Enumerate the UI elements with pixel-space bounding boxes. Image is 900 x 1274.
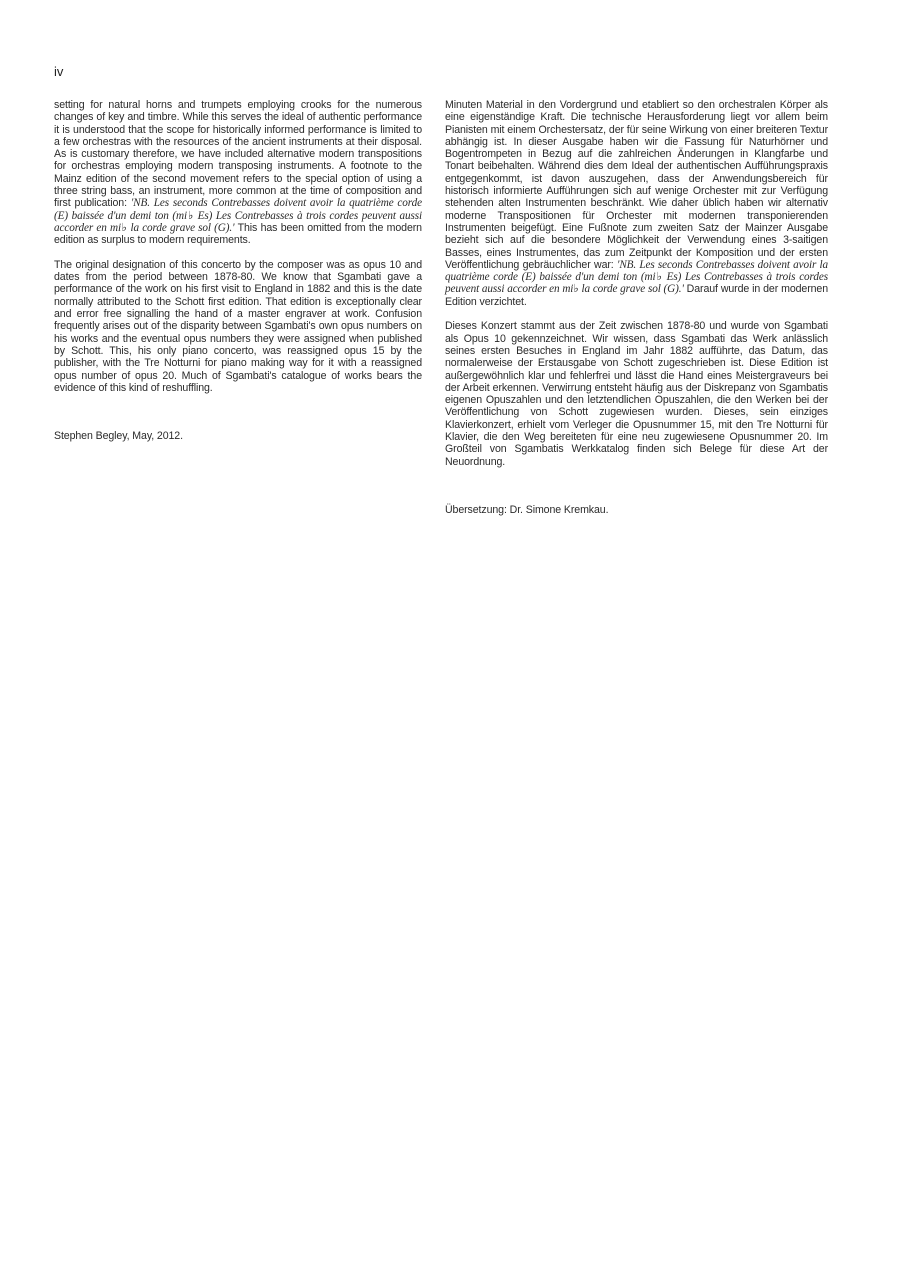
english-column	[54, 99, 422, 455]
english-p1-text: setting for natural horns and trumpets employing crooks for the numerous changes of key and timbre. While this serves the ideal of authentic performance it is understood that the scope for historically informed performance is limited to a few orchestras with the resources of the ancient instruments at their disposal. As is customary therefore, we have included alternative modern transpositions for orchestras employing modern transposing instruments. A footnote to the Mainz edition of the second movement refers to the special option of using a three string bass, an instrument, more common at the time of composition and first publication:	[54, 99, 422, 210]
translator-credit: Übersetzung: Dr. Simone Kremkau.	[445, 503, 609, 516]
english-paragraph-1	[54, 99, 422, 247]
english-p1-quote: 'NB. Les seconds Contrebasses doivent avoir la quatrième corde (E) baissée d'un demi ton (mi♭ Es) Les Contrebasses à trois cordes peuvent aussi accorder en mi♭ la corde grave sol (G).'	[54, 197, 422, 234]
english-paragraph-2: The original designation of this concerto by the composer was as opus 10 and dates from the period between 1878-80. We know that Sgambati gave a performance of the work on his first visit to England in 1882 and this is the date normally attributed to the Schott first edition. That edition is exceptionally clear and error free signalling the hand of a master engraver at work. Confusion frequently arises out of the disparity between Sgambati's own opus numbers on his works and the eventual opus numbers they were assigned when published by Schott. This, his only piano concerto, was reassigned opus 15 by the publisher, with the Tre Notturni for piano making way for it with a reassigned opus number of opus 20. Much of Sgambati's catalogue of works bears the evidence of this kind of reshuffling.	[54, 258, 422, 394]
english-p1-text-after: This has been omitted from the modern edition as surplus to modern requirements.	[54, 221, 422, 247]
german-paragraph-2: Dieses Konzert stammt aus der Zeit zwischen 1878-80 und wurde von Sgambati als Opus 10 gekennzeichnet. Wir wissen, dass Sgambati das Werk anlässlich seines ersten Besuches in England im Jahr 1882 aufführte, das Datum, das normalerweise der Erstausgabe von Schott zugeschrieben ist. Diese Edition ist außergewöhnlich klar und fehlerfrei und lässt die Hand eines Meistergraveurs bei der Arbeit erkennen. Verwirrung entsteht häufig aus der Diskrepanz von Sgambatis eigenen Opuszahlen und den letztendlichen Opuszahlen, die den Werken bei der Veröffentlichung von Schott zugewiesen wurden. Dieses, sein einziges Klavierkonzert, erhielt vom Verleger die Opusnummer 15, mit den Tre Notturni für Klavier, die den Weg bereiteten für eine neu zugewiesene Opusnummer 20. Im Großteil von Sgambatis Werkkatalog finden sich Belege für diese Art der Neuordnung.	[445, 320, 828, 468]
german-column	[445, 99, 828, 529]
author-signature: Stephen Begley, May, 2012.	[54, 430, 183, 443]
german-p1-text: Minuten Material in den Vordergrund und etabliert so den orchestralen Körper als eine eigenständige Kraft. Die technische Herausforderung liegt vor allem beim Pianisten mit einem Orchestersatz, der für seine Wirkung von einer breiteren Textur abhängig ist. In dieser Ausgabe haben wir die Fassung für Naturhörner und Bogentrompeten in Bezug auf die zahlreichen Änderungen in Klangfarbe und Tonart beibehalten. Während dies dem Ideal der authentischen Aufführungspraxis entgegenkommt, ist davon auszugehen, dass der Anwendungsbereich für historisch informierte Aufführungen sich auf wenige Orchester mit zur Verfügung stehenden alten Instrumenten beschränkt. Wie daher üblich haben wir alternativ moderne Transpositionen für Orchester mit modernen transponierenden Instrumenten beigefügt. Eine Fußnote zum zweiten Satz der Mainzer Ausgabe bezieht sich auf die besondere Möglichkeit der Verwendung eines 3-saitigen Basses, eines Instrumentes, das zum Zeitpunkt der Komposition und der ersten Veröffentlichung gebräuchlicher war:	[445, 99, 828, 271]
german-p1-quote: 'NB. Les seconds Contrebasses doivent avoir la quatrième corde (E) baissée d'un demi ton (mi♭ Es) Les Contrebasses à trois cordes peuvent aussi accorder en mi♭ la corde grave sol (G).'	[445, 258, 828, 296]
german-paragraph-1	[445, 99, 828, 308]
page-number: iv	[54, 64, 64, 79]
german-p1-text-after: Darauf wurde in der modernen Edition verzichtet.	[445, 283, 828, 308]
